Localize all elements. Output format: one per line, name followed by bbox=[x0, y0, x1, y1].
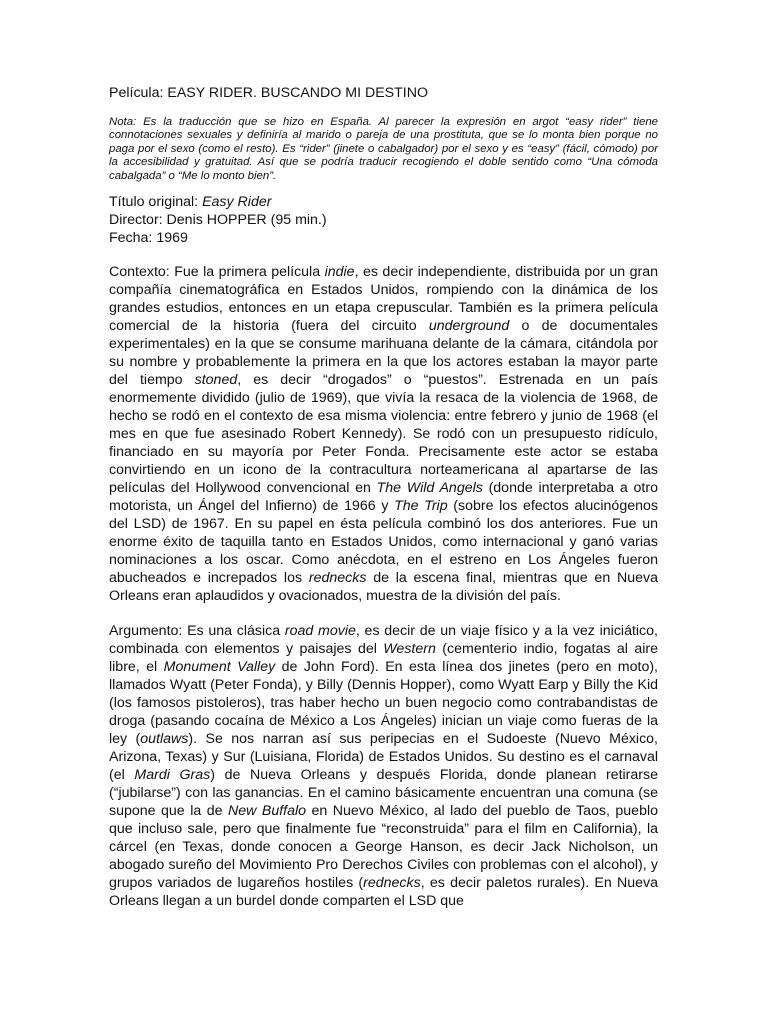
document-title: Película: EASY RIDER. BUSCANDO MI DESTINO bbox=[109, 85, 429, 101]
director-line: Director: Denis HOPPER (95 min.) bbox=[109, 212, 327, 229]
date-line: Fecha: 1969 bbox=[109, 230, 188, 247]
film-metadata bbox=[109, 193, 658, 247]
context-paragraph: Contexto: Fue la primera película indie, es decir independiente, distribuida por un gran compañía cinematográfica en Estados Unidos, rompiendo con la dinámica de los grandes estudios, entonces en un etapa crepuscular. También es la primera película comercial de la historia (fuera del circuito underground o de documentales experimentales) en la que se consume marihuana delante de la cámara, citándola por su nombre y probablemente la primera en la que los actores estaban la mayor parte del tiempo stoned, es decir “drogados” o “puestos”. Estrenada en un país enormemente dividido (julio de 1969), que vivía la resaca de la violencia de 1968, de hecho se rodó en el contexto de esa misma violencia: entre febrero y junio de 1968 (el mes en que fue asesinado Robert Kennedy). Se rodó con un presupuesto ridículo, financiado en su mayoría por Peter Fonda. Precisamente este actor se estaba convirtiendo en un icono de la contracultura norteamericana al apartarse de las películas del Hollywood convencional en The Wild Angels (donde interpretaba a otro motorista, un Ángel del Infierno) de 1966 y The Trip (sobre los efectos alucinógenos del LSD) de 1967. En su papel en ésta película combinó los dos anteriores. Fue un enorme éxito de taquilla tanto en Estados Unidos, como internacional y ganó varias nominaciones a los oscar. Como anécdota, en el estreno en Los Ángeles fueron abucheados e increpados los rednecks de la escena final, mientras que en Nueva Orleans eran aplaudidos y ovacionados, muestra de la división del país. bbox=[109, 264, 658, 605]
original-title-value: Easy Rider bbox=[202, 194, 272, 211]
original-title-label: Título original: bbox=[109, 194, 203, 211]
translation-note: Nota: Es la traducción que se hizo en España. Al parecer la expresión en argot “easy rider” tiene connotaciones sexuales y definiría al marido o pareja de una prostituta, que se lo monta bien porque no paga por el sexo (como el resto). Es “rider” (jinete o cabalgador) por el sexo y es “easy” (fácil, cómodo) por la accesibilidad y gratuitad. Así que se podría traducir recogiendo el doble sentido como “Una cómoda cabalgada” o “Me lo monto bien”. bbox=[109, 116, 658, 182]
argument-paragraph: Argumento: Es una clásica road movie, es decir de un viaje físico y a la vez iniciático, combinada con elementos y paisajes del Western (cementerio indio, fogatas al aire libre, el Monument Valley de John Ford). En esta línea dos jinetes (pero en moto), llamados Wyatt (Peter Fonda), y Billy (Dennis Hopper), como Wyatt Earp y Billy the Kid (los famosos pistoleros), tras haber hecho un buen negocio como contrabandistas de droga (pasando cocaína de México a Los Ángeles) inician un viaje como fueras de la ley (outlaws). Se nos narran así sus peripecias en el Sudoeste (Nuevo México, Arizona, Texas) y Sur (Luisiana, Florida) de Estados Unidos. Su destino es el carnaval (el Mardi Gras) de Nueva Orleans y después Florida, donde planean retirarse (“jubilarse”) con las ganancias. En el camino básicamente encuentran una comuna (se supone que la de New Buffalo en Nuevo México, al lado del pueblo de Taos, pueblo que incluso sale, pero que finalmente fue “reconstruida” para el film en California), la cárcel (en Texas, donde conocen a George Hanson, es decir Jack Nicholson, un abogado sureño del Movimiento Pro Derechos Civiles con problemas con el alcohol), y grupos variados de lugareños hostiles (rednecks, es decir paletos rurales). En Nueva Orleans llegan a un burdel donde comparten el LSD que bbox=[109, 623, 659, 910]
document-page bbox=[109, 84, 658, 927]
original-title-line bbox=[109, 193, 658, 211]
